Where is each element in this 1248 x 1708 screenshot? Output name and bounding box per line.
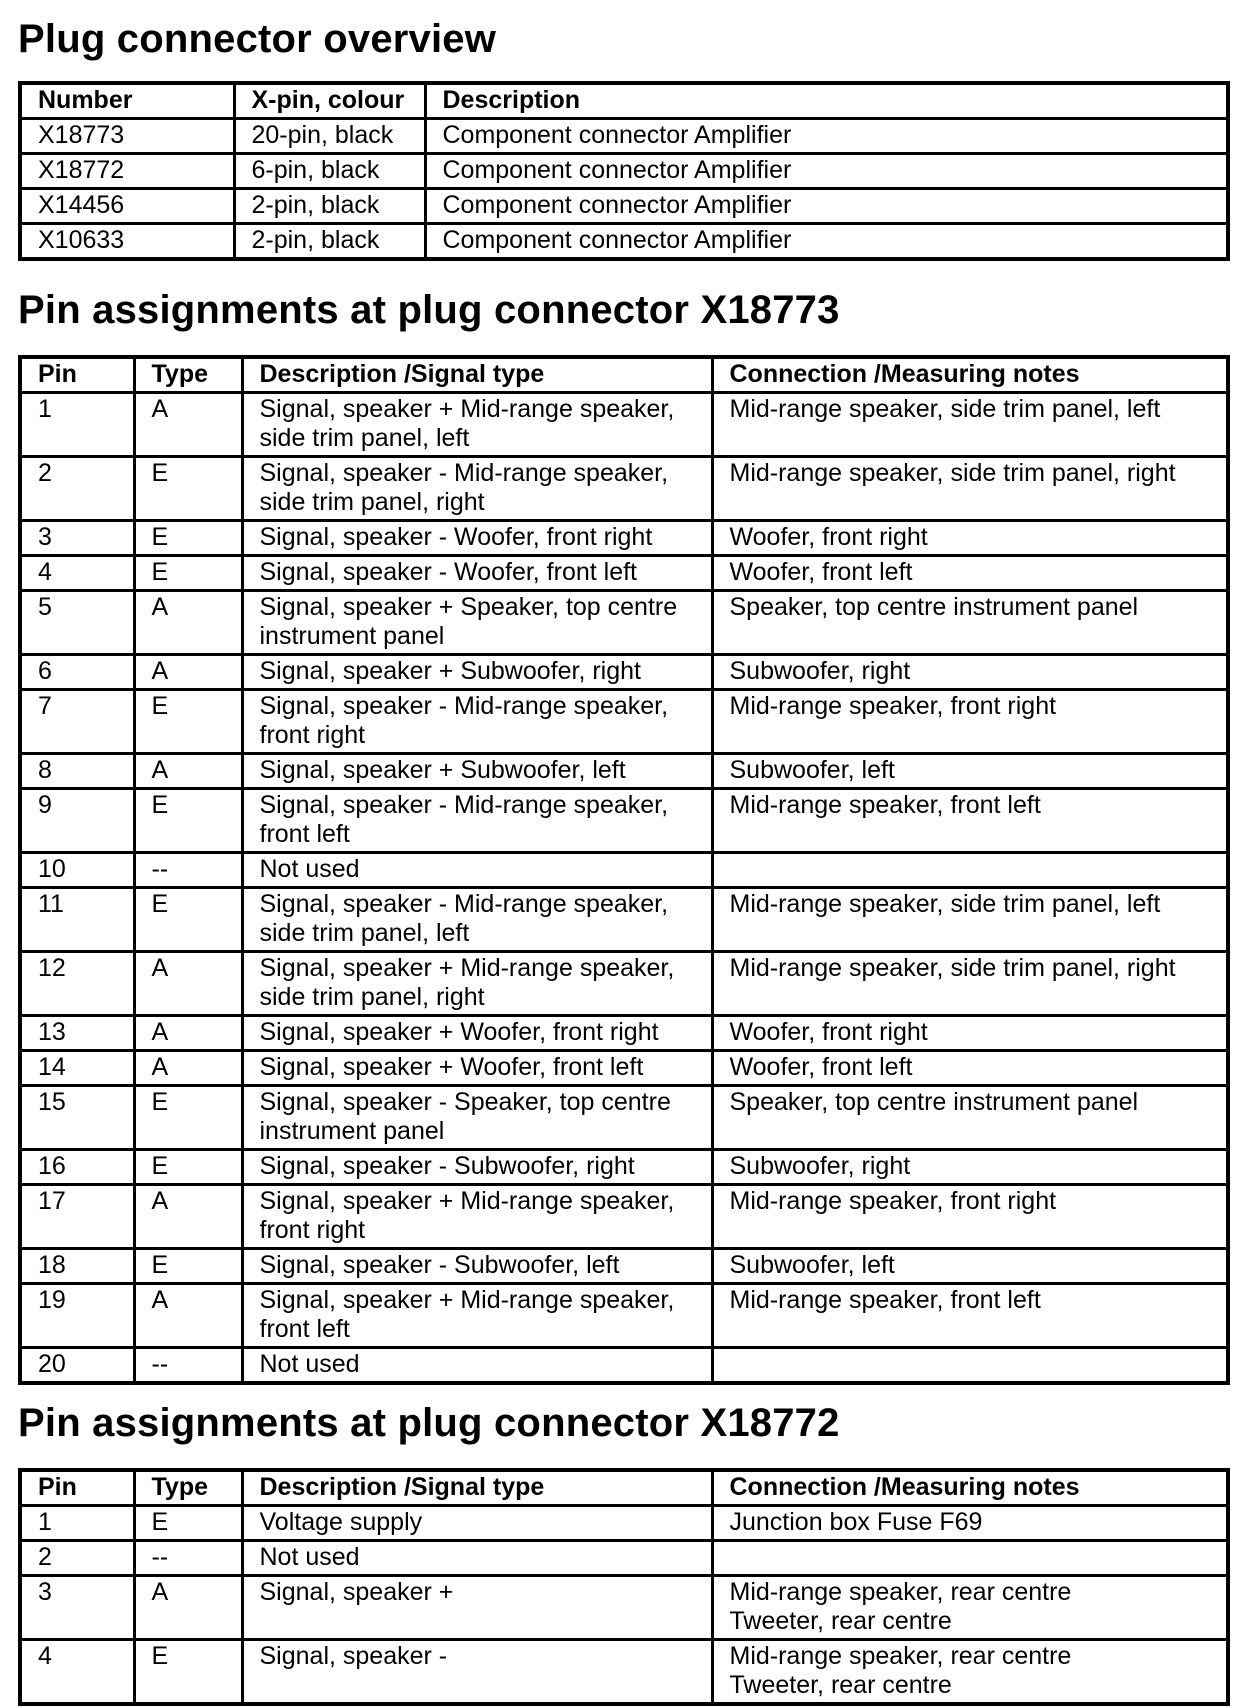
- table-cell: E: [134, 1249, 242, 1284]
- table-row: [20, 690, 1228, 754]
- table-cell: X10633: [20, 224, 234, 260]
- table-cell: 2-pin, black: [234, 189, 425, 224]
- table-cell: Woofer, front right: [712, 1016, 1228, 1051]
- table-cell: A: [134, 1016, 242, 1051]
- table-cell: A: [134, 655, 242, 690]
- table-row: [20, 154, 1228, 189]
- column-header: Number: [20, 83, 234, 119]
- table-cell: Voltage supply: [242, 1506, 712, 1541]
- column-header: Pin: [20, 357, 134, 393]
- column-header: Description: [425, 83, 1228, 119]
- column-header: X-pin, colour: [234, 83, 425, 119]
- table-cell: 16: [20, 1150, 134, 1185]
- table-cell: Subwoofer, right: [712, 655, 1228, 690]
- x18772-heading: Pin assignments at plug connector X18772: [18, 1401, 840, 1445]
- table-cell: Mid-range speaker, front left: [712, 789, 1228, 853]
- table-row: [20, 1541, 1228, 1576]
- x18773-header-row: [20, 357, 1228, 393]
- table-cell: Signal, speaker - Mid-range speaker, front left: [242, 789, 712, 853]
- table-cell: E: [134, 1086, 242, 1150]
- table-cell: 2: [20, 1541, 134, 1576]
- x18773-heading: Pin assignments at plug connector X18773: [18, 288, 840, 332]
- table-cell: 6: [20, 655, 134, 690]
- table-cell: 19: [20, 1284, 134, 1348]
- table-cell: 4: [20, 556, 134, 591]
- table-row: [20, 556, 1228, 591]
- table-row: [20, 393, 1228, 457]
- table-cell: Signal, speaker - Mid-range speaker, front right: [242, 690, 712, 754]
- table-cell: Speaker, top centre instrument panel: [712, 1086, 1228, 1150]
- column-header: Type: [134, 1470, 242, 1506]
- table-row: [20, 1348, 1228, 1384]
- x18772-body: [20, 1506, 1228, 1705]
- table-cell: E: [134, 1506, 242, 1541]
- table-cell: 8: [20, 754, 134, 789]
- table-row: [20, 1051, 1228, 1086]
- column-header: Pin: [20, 1470, 134, 1506]
- table-cell: 17: [20, 1185, 134, 1249]
- table-cell: Signal, speaker + Mid-range speaker, front right: [242, 1185, 712, 1249]
- table-row: [20, 1640, 1228, 1705]
- table-cell: Not used: [242, 1348, 712, 1384]
- table-row: [20, 853, 1228, 888]
- table-cell: [712, 1541, 1228, 1576]
- table-cell: Signal, speaker - Subwoofer, right: [242, 1150, 712, 1185]
- table-row: [20, 1249, 1228, 1284]
- x18772-header-row: [20, 1470, 1228, 1506]
- table-cell: 5: [20, 591, 134, 655]
- table-cell: Mid-range speaker, side trim panel, right: [712, 457, 1228, 521]
- overview-body: [20, 119, 1228, 260]
- table-cell: X14456: [20, 189, 234, 224]
- table-cell: Component connector Amplifier: [425, 154, 1228, 189]
- table-cell: Signal, speaker - Woofer, front right: [242, 521, 712, 556]
- table-row: [20, 224, 1228, 260]
- table-cell: Mid-range speaker, front right: [712, 690, 1228, 754]
- table-cell: Signal, speaker - Mid-range speaker, side trim panel, left: [242, 888, 712, 952]
- table-cell: E: [134, 521, 242, 556]
- table-cell: A: [134, 393, 242, 457]
- table-cell: Mid-range speaker, side trim panel, left: [712, 888, 1228, 952]
- x18773-pin-table: [18, 355, 1230, 1385]
- table-cell: 2: [20, 457, 134, 521]
- table-cell: 13: [20, 1016, 134, 1051]
- table-cell: Signal, speaker + Woofer, front left: [242, 1051, 712, 1086]
- table-row: [20, 1086, 1228, 1150]
- table-cell: E: [134, 888, 242, 952]
- table-cell: 3: [20, 521, 134, 556]
- table-cell: Woofer, front left: [712, 1051, 1228, 1086]
- table-row: [20, 1185, 1228, 1249]
- table-cell: Junction box Fuse F69: [712, 1506, 1228, 1541]
- column-header: Type: [134, 357, 242, 393]
- table-cell: Woofer, front left: [712, 556, 1228, 591]
- column-header: Connection /Measuring notes: [712, 357, 1228, 393]
- table-cell: E: [134, 690, 242, 754]
- table-cell: Mid-range speaker, rear centre Tweeter, rear centre: [712, 1576, 1228, 1640]
- table-cell: Signal, speaker + Mid-range speaker, front left: [242, 1284, 712, 1348]
- table-cell: Signal, speaker + Speaker, top centre instrument panel: [242, 591, 712, 655]
- table-row: [20, 1150, 1228, 1185]
- table-cell: A: [134, 1185, 242, 1249]
- table-cell: 4: [20, 1640, 134, 1705]
- table-cell: A: [134, 754, 242, 789]
- table-cell: E: [134, 1150, 242, 1185]
- x18772-pin-table: [18, 1468, 1230, 1706]
- table-cell: Component connector Amplifier: [425, 119, 1228, 154]
- table-cell: 12: [20, 952, 134, 1016]
- table-cell: Not used: [242, 853, 712, 888]
- table-cell: E: [134, 457, 242, 521]
- table-row: [20, 1576, 1228, 1640]
- table-cell: Signal, speaker + Mid-range speaker, side trim panel, right: [242, 952, 712, 1016]
- table-cell: 3: [20, 1576, 134, 1640]
- table-row: [20, 952, 1228, 1016]
- table-cell: 1: [20, 1506, 134, 1541]
- table-cell: 10: [20, 853, 134, 888]
- overview-table: [18, 81, 1230, 261]
- table-cell: A: [134, 1051, 242, 1086]
- table-cell: 7: [20, 690, 134, 754]
- table-row: [20, 789, 1228, 853]
- table-cell: 9: [20, 789, 134, 853]
- table-row: [20, 591, 1228, 655]
- table-row: [20, 189, 1228, 224]
- table-cell: Signal, speaker - Subwoofer, left: [242, 1249, 712, 1284]
- table-cell: [712, 853, 1228, 888]
- table-cell: --: [134, 853, 242, 888]
- table-cell: Signal, speaker - Speaker, top centre instrument panel: [242, 1086, 712, 1150]
- table-cell: Signal, speaker + Subwoofer, left: [242, 754, 712, 789]
- table-cell: Signal, speaker - Mid-range speaker, side trim panel, right: [242, 457, 712, 521]
- table-cell: Not used: [242, 1541, 712, 1576]
- table-cell: X18773: [20, 119, 234, 154]
- table-row: [20, 521, 1228, 556]
- table-cell: 11: [20, 888, 134, 952]
- table-cell: 1: [20, 393, 134, 457]
- table-row: [20, 655, 1228, 690]
- column-header: Description /Signal type: [242, 357, 712, 393]
- table-cell: 20: [20, 1348, 134, 1384]
- table-cell: 15: [20, 1086, 134, 1150]
- table-cell: [712, 1348, 1228, 1384]
- table-cell: Woofer, front right: [712, 521, 1228, 556]
- table-cell: X18772: [20, 154, 234, 189]
- table-cell: 6-pin, black: [234, 154, 425, 189]
- table-cell: A: [134, 952, 242, 1016]
- table-cell: 2-pin, black: [234, 224, 425, 260]
- table-cell: Signal, speaker + Mid-range speaker, side trim panel, left: [242, 393, 712, 457]
- table-cell: Signal, speaker -: [242, 1640, 712, 1705]
- table-cell: Speaker, top centre instrument panel: [712, 591, 1228, 655]
- table-cell: E: [134, 789, 242, 853]
- table-cell: Signal, speaker + Woofer, front right: [242, 1016, 712, 1051]
- table-row: [20, 1284, 1228, 1348]
- table-row: [20, 119, 1228, 154]
- table-row: [20, 1506, 1228, 1541]
- table-cell: Signal, speaker - Woofer, front left: [242, 556, 712, 591]
- table-cell: Mid-range speaker, side trim panel, right: [712, 952, 1228, 1016]
- table-cell: E: [134, 1640, 242, 1705]
- table-cell: A: [134, 591, 242, 655]
- column-header: Connection /Measuring notes: [712, 1470, 1228, 1506]
- table-cell: E: [134, 556, 242, 591]
- overview-header-row: [20, 83, 1228, 119]
- table-cell: A: [134, 1284, 242, 1348]
- table-cell: Mid-range speaker, front right: [712, 1185, 1228, 1249]
- table-cell: Subwoofer, left: [712, 1249, 1228, 1284]
- table-row: [20, 1016, 1228, 1051]
- table-cell: --: [134, 1348, 242, 1384]
- table-cell: 20-pin, black: [234, 119, 425, 154]
- table-row: [20, 457, 1228, 521]
- table-cell: Subwoofer, left: [712, 754, 1228, 789]
- table-cell: Subwoofer, right: [712, 1150, 1228, 1185]
- table-cell: 14: [20, 1051, 134, 1086]
- table-cell: --: [134, 1541, 242, 1576]
- overview-heading: Plug connector overview: [18, 17, 497, 61]
- table-row: [20, 754, 1228, 789]
- table-cell: Signal, speaker + Subwoofer, right: [242, 655, 712, 690]
- table-cell: A: [134, 1576, 242, 1640]
- x18773-body: [20, 393, 1228, 1384]
- table-cell: Mid-range speaker, side trim panel, left: [712, 393, 1228, 457]
- table-row: [20, 888, 1228, 952]
- table-cell: Mid-range speaker, rear centre Tweeter, rear centre: [712, 1640, 1228, 1705]
- column-header: Description /Signal type: [242, 1470, 712, 1506]
- table-cell: Component connector Amplifier: [425, 224, 1228, 260]
- table-cell: 18: [20, 1249, 134, 1284]
- table-cell: Mid-range speaker, front left: [712, 1284, 1228, 1348]
- table-cell: Signal, speaker +: [242, 1576, 712, 1640]
- table-cell: Component connector Amplifier: [425, 189, 1228, 224]
